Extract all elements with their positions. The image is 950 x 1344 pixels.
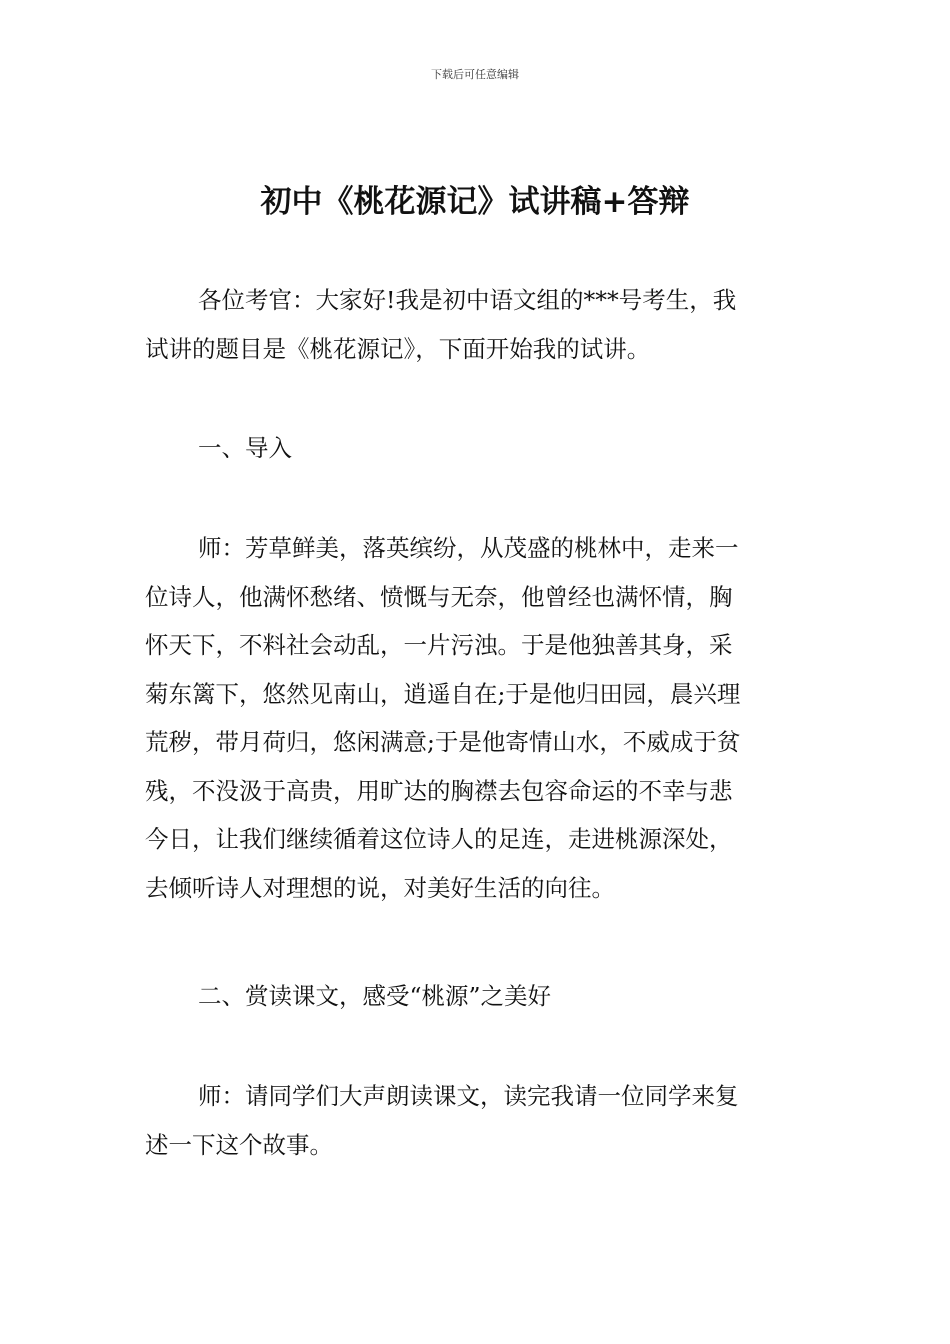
text-line: 二、赏读课文，感受“桃源”之美好 [198, 982, 552, 1010]
text-line: 怀天下，不料社会动乱，一片污浊。于是他独善其身，采 [145, 631, 733, 659]
text-line: 今日，让我们继续循着这位诗人的足连，走进桃源深处， [145, 825, 733, 853]
text-line: 述一下这个故事。 [145, 1130, 333, 1159]
section-heading-1 [145, 424, 809, 473]
text-line: 位诗人，他满怀愁绪、愤慨与无奈，他曾经也满怀情，胸 [145, 582, 733, 611]
paragraph-lead-in [145, 524, 809, 912]
document-title: 初中《桃花源记》试讲稿+答辩 [260, 184, 690, 220]
text-line: 师：请同学们大声朗读课文，读完我请一位同学来复 [198, 1082, 739, 1110]
text-line: 荒秽，带月荷归，悠闲满意;于是他寄情山水，不威成于贫 [145, 728, 741, 756]
text-line: 残，不没汲于高贵，用旷达的胸襟去包容命运的不幸与悲 [145, 776, 733, 805]
paragraph-intro [145, 276, 809, 373]
section-heading-2 [145, 972, 809, 1021]
text-line: 菊东篱下，悠然见南山，逍遥自在;于是他归田园，晨兴理 [145, 679, 741, 708]
paragraph-reading [145, 1072, 809, 1169]
text-line: 一、导入 [198, 434, 292, 462]
header-note: 下载后可任意编辑 [431, 68, 519, 81]
text-line: 各位考官：大家好!我是初中语文组的***号考生，我 [198, 286, 737, 314]
text-line: 试讲的题目是《桃花源记》，下面开始我的试讲。 [145, 334, 651, 363]
text-line: 去倾听诗人对理想的说，对美好生活的向往。 [145, 873, 615, 902]
text-line: 师：芳草鲜美，落英缤纷，从茂盛的桃林中，走来一 [198, 534, 739, 562]
